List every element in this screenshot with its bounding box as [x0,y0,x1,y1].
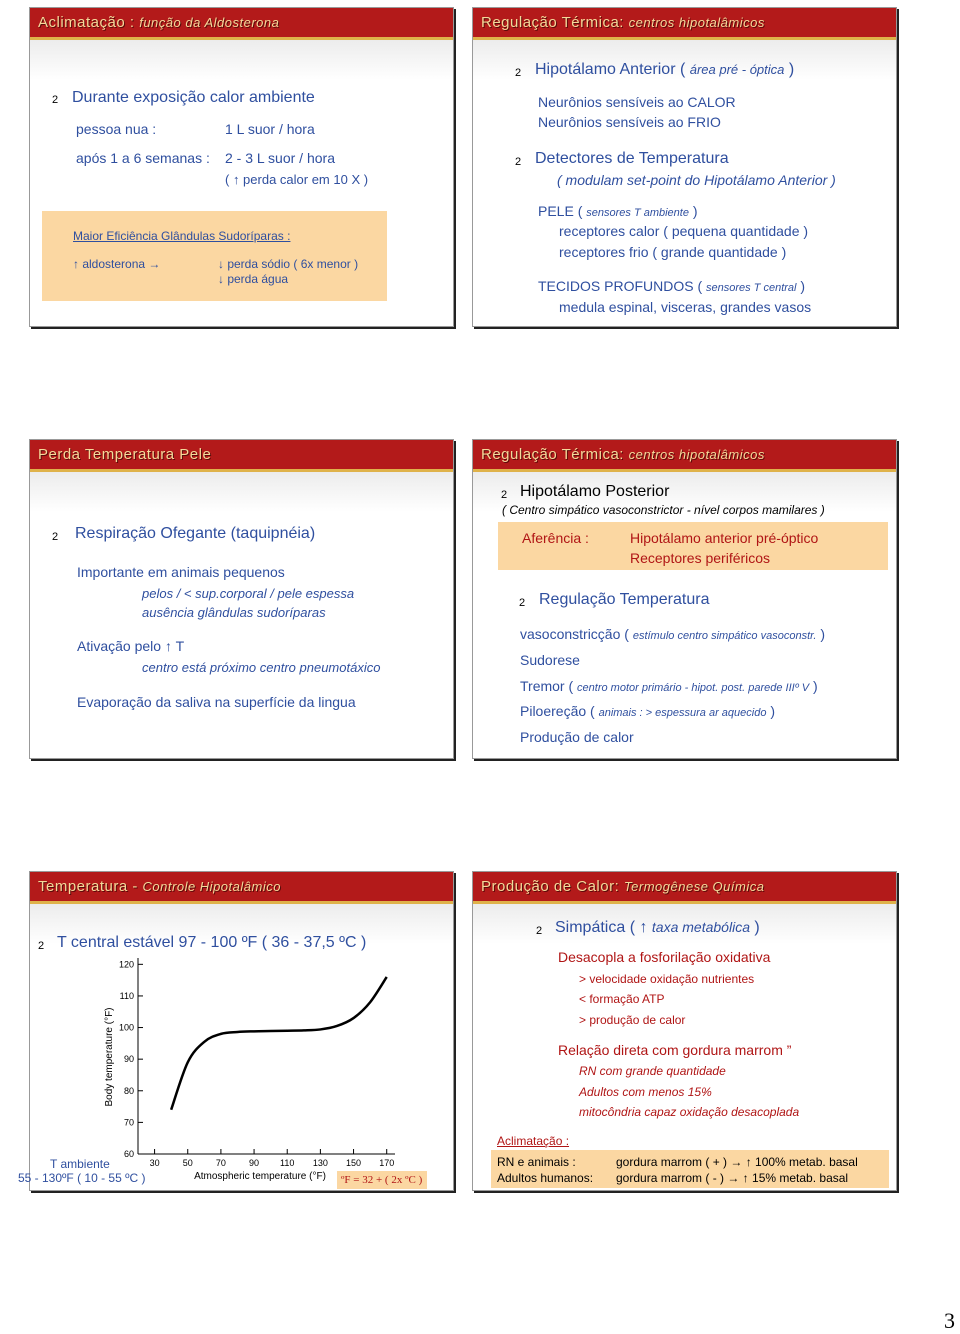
chart-y-tick-label: 100 [118,1022,134,1033]
line: centro está próximo centro pneumotáxico [142,660,381,675]
slide-controle-hipotalamico [18,871,454,1191]
bullet-icon: 2 [536,925,543,937]
chart-x-axis-label: Atmospheric temperature (°F) [194,1171,326,1182]
row-label: RN e animais : [497,1155,576,1169]
line: mitocôndria capaz oxidação desacoplada [579,1105,800,1119]
note: ( ↑ perda calor em 10 X ) [225,172,369,187]
info-box [498,522,888,570]
line: Sudorese [520,652,580,668]
line: Neurônios sensíveis ao CALOR [538,94,736,110]
line: Evaporação da saliva na superfície da lingua [77,694,356,710]
slide-title: Temperatura - Controle Hipotalâmico [30,872,453,904]
row-label: Adultos humanos: [497,1171,594,1185]
chart-x-tick-label: 50 [182,1158,193,1168]
info-box [42,211,387,301]
chart-x-tick-label: 110 [280,1158,295,1168]
line: Tremor ( centro motor primário - hipot. post. parede IIIº V ) [520,678,818,694]
label: pessoa nua : [76,121,157,137]
heading: Detectores de Temperatura [535,150,729,167]
formula: ºF = 32 + ( 2x ºC ) [341,1174,423,1186]
bullet-icon: 2 [52,94,59,106]
line: < formação ATP [579,992,665,1006]
subheading: ( Centro simpático vasoconstrictor - nível corpos mamilares ) [502,503,825,517]
slide-title: Perda Temperatura Pele [30,440,453,472]
slide-regulacao-termica-2 [472,439,897,759]
box-item: ↑ aldosterona → [73,257,161,271]
chart-x-tick-label: 170 [379,1158,395,1168]
slide-title: Aclimatação : função da Aldosterona [30,8,453,40]
line: vasoconstricção ( estímulo centro simpático vasoconstr. ) [520,626,826,642]
slide-title: Regulação Térmica: centros hipotalâmicos [473,440,896,472]
heading: Durante exposição calor ambiente [72,89,315,106]
box-heading: Maior Eficiência Glândulas Sudoríparas : [73,229,291,243]
chart-y-tick-label: 120 [118,959,134,970]
heading: Respiração Ofegante (taquipnéia) [75,525,316,542]
heading: Regulação Temperatura [539,591,710,608]
box-item: ↓ perda água [218,272,289,286]
label: após 1 a 6 semanas : [76,150,210,166]
line: Piloereção ( animais : > espessura ar aquecido ) [520,703,776,719]
heading: Hipotálamo Anterior ( área pré - óptica ) [535,61,795,78]
info-box [491,1150,889,1188]
bullet-icon: 2 [515,67,522,79]
line: > velocidade oxidação nutrientes [579,972,755,986]
chart-x-tick-label: 90 [249,1158,260,1168]
value: 2 - 3 L suor / hora [225,150,335,166]
chart-x-tick-label: 30 [149,1158,160,1168]
bullet-icon: 2 [38,940,45,952]
chart-y-tick-label: 60 [123,1149,134,1159]
line: 55 - 130ºF ( 10 - 55 ºC ) [18,1171,146,1185]
line: Produção de calor [520,729,634,745]
line: PELE ( sensores T ambiente ) [538,203,698,219]
slide-aclimatacao [29,7,454,327]
chart-x-tick-label: 70 [215,1158,226,1168]
value: Hipotálamo anterior pré-óptico [630,530,819,546]
value: 1 L suor / hora [225,121,315,137]
line: TECIDOS PROFUNDOS ( sensores T central ) [538,278,806,294]
line: T ambiente [50,1157,110,1171]
slide-producao-calor [472,871,897,1191]
heading: Hipotálamo Posterior [520,483,670,500]
formula-box [337,1171,427,1189]
line: ( modulam set-point do Hipotálamo Anterior ) [557,172,836,188]
line: Ativação pelo ↑ T [77,638,185,654]
bullet-icon: 2 [519,597,526,609]
line: Adultos com menos 15% [579,1085,712,1099]
line: ausência glândulas sudoríparas [142,605,326,620]
bullet-icon: 2 [515,156,522,168]
bullet-icon: 2 [52,531,59,543]
label: Aclimatação : [497,1134,570,1148]
box-item: ↓ perda sódio ( 6x menor ) [218,257,359,271]
chart-y-tick-label: 80 [123,1085,134,1096]
line: Desacopla a fosforilação oxidativa [558,949,771,965]
bullet-icon: 2 [501,489,508,501]
row-value: gordura marrom ( - ) → ↑ 15% metab. basal [616,1171,849,1185]
heading: T central estável 97 - 100 ºF ( 36 - 37,5 ºC ) [57,934,367,951]
line: > produção de calor [579,1013,686,1027]
body-temperature-chart [100,954,395,1194]
line: receptores frio ( grande quantidade ) [559,244,787,260]
line: pelos / < sup.corporal / pele espessa [142,586,355,601]
chart-y-axis-label: Body temperature (°F) [104,1007,115,1107]
chart-y-tick-label: 90 [123,1054,134,1065]
slide-perda-temperatura [29,439,454,759]
line: RN com grande quantidade [579,1064,726,1078]
slide-title: Produção de Calor: Termogênese Química [473,872,896,904]
line: Relação direta com gordura marrom ” [558,1042,792,1058]
line: Neurônios sensíveis ao FRIO [538,114,721,130]
page-number: 3 [944,1308,955,1333]
row-value: gordura marrom ( + ) → ↑ 100% metab. basal [616,1155,858,1169]
slide-regulacao-termica-1 [472,7,897,327]
chart-y-tick-label: 110 [119,990,134,1001]
value: Receptores periféricos [630,550,771,566]
chart-y-tick-label: 70 [123,1117,134,1128]
line: Importante em animais pequenos [77,564,285,580]
chart-series-line [171,977,387,1110]
chart-x-tick-label: 150 [346,1158,362,1168]
line: receptores calor ( pequena quantidade ) [559,223,809,239]
slide-title: Regulação Térmica: centros hipotalâmicos [473,8,896,40]
line: medula espinal, visceras, grandes vasos [559,299,812,315]
heading: Simpática ( ↑ taxa metabólica ) [555,919,760,936]
label: Aferência : [522,530,589,546]
chart-x-tick-label: 130 [312,1158,328,1168]
